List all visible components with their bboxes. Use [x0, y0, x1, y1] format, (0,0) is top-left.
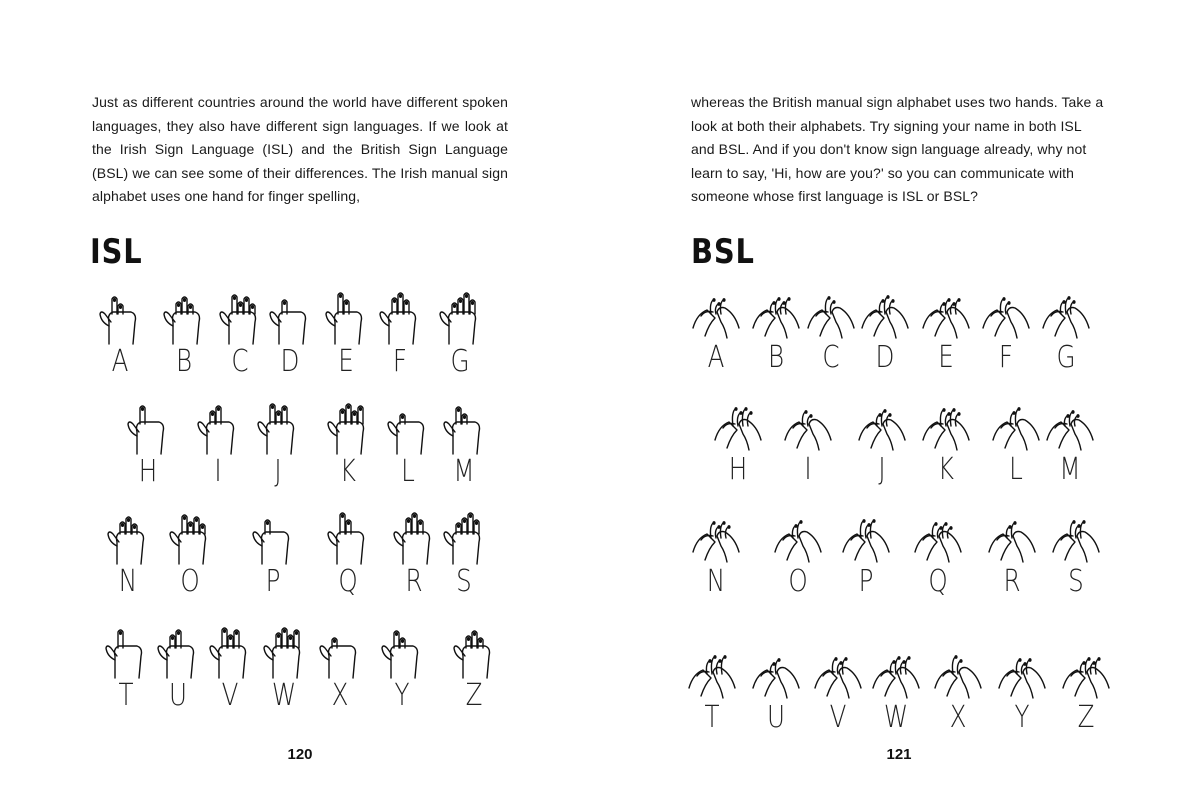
hand-sign-illustration	[248, 512, 298, 566]
hand-sign-illustration	[933, 648, 983, 702]
letter-label: A	[707, 340, 725, 375]
isl-sign-r	[386, 512, 442, 608]
isl-sign-q	[320, 512, 376, 608]
isl-sign-y	[374, 626, 430, 722]
page-number: 121	[886, 746, 912, 763]
hand-sign-illustration	[987, 512, 1037, 566]
bsl-sign-m	[1042, 400, 1098, 496]
bsl-sign-g	[1038, 288, 1094, 384]
letter-label: K	[937, 452, 955, 487]
letter-label: B	[767, 340, 785, 375]
bsl-sign-j	[854, 400, 910, 496]
hand-sign-illustration	[159, 292, 209, 346]
hand-sign-illustration	[253, 402, 303, 456]
hand-sign-illustration	[860, 288, 910, 342]
hand-sign-illustration	[377, 626, 427, 680]
letter-label: H	[138, 454, 158, 489]
bsl-sign-x	[930, 648, 986, 744]
letter-label: F	[998, 340, 1014, 375]
letter-label: J	[274, 454, 282, 489]
hand-sign-illustration	[153, 626, 203, 680]
letter-label: G	[450, 344, 470, 379]
hand-sign-illustration	[323, 402, 373, 456]
hand-sign-illustration	[95, 292, 145, 346]
bsl-sign-b	[748, 288, 804, 384]
hand-sign-illustration	[205, 626, 255, 680]
hand-sign-illustration	[1061, 648, 1111, 702]
letter-label: Q	[928, 564, 948, 599]
bsl-sign-p	[838, 512, 894, 608]
hand-sign-illustration	[389, 512, 439, 566]
letter-label: G	[1056, 340, 1076, 375]
hand-sign-illustration	[193, 402, 243, 456]
hand-sign-illustration	[921, 400, 971, 454]
continued-paragraph: whereas the British manual sign alphabet uses two hands. Take a look at both their alphabets. Try signing your name in both ISL and BSL. And if you don't know sign language already, why not learn to say, 'Hi, how are you?' so you can communicate with someone whose first language is ISL or BSL?	[691, 94, 1104, 205]
letter-label: Y	[1014, 700, 1030, 735]
letter-label: U	[766, 700, 786, 735]
page-number: 120	[287, 746, 313, 763]
hand-sign-illustration	[1045, 400, 1095, 454]
bsl-sign-l	[988, 400, 1044, 496]
letter-label: X	[331, 678, 349, 713]
hand-sign-illustration	[997, 648, 1047, 702]
isl-sign-u	[150, 626, 206, 722]
letter-label: O	[180, 564, 200, 599]
hand-sign-illustration	[691, 288, 741, 342]
hand-sign-illustration	[841, 512, 891, 566]
isl-sign-w	[256, 626, 312, 722]
hand-sign-illustration	[713, 400, 763, 454]
letter-label: P	[265, 564, 281, 599]
letter-label: M	[453, 454, 475, 489]
hand-sign-illustration	[981, 288, 1031, 342]
letter-label: X	[949, 700, 967, 735]
hand-sign-illustration	[435, 292, 485, 346]
letter-label: S	[1068, 564, 1084, 599]
hand-sign-illustration	[751, 648, 801, 702]
letter-label: C	[231, 344, 249, 379]
hand-sign-illustration	[921, 288, 971, 342]
hand-sign-illustration	[687, 648, 737, 702]
hand-sign-illustration	[991, 400, 1041, 454]
hand-sign-illustration	[259, 626, 309, 680]
letter-label: Z	[1077, 700, 1095, 735]
letter-label: E	[938, 340, 954, 375]
isl-sign-f	[372, 292, 428, 388]
letter-label: T	[704, 700, 720, 735]
bsl-sign-a	[688, 288, 744, 384]
hand-sign-illustration	[375, 292, 425, 346]
bsl-sign-e	[918, 288, 974, 384]
hand-sign-illustration	[449, 626, 499, 680]
hand-sign-illustration	[439, 512, 489, 566]
letter-label: R	[1003, 564, 1021, 599]
isl-sign-b	[156, 292, 212, 388]
letter-label: I	[804, 452, 812, 487]
bsl-sign-h	[710, 400, 766, 496]
isl-sign-x	[312, 626, 368, 722]
letter-label: R	[405, 564, 423, 599]
isl-sign-d	[262, 292, 318, 388]
hand-sign-illustration	[871, 648, 921, 702]
isl-sign-k	[320, 402, 376, 498]
hand-sign-illustration	[439, 402, 489, 456]
bsl-sign-z	[1058, 648, 1114, 744]
letter-label: N	[706, 564, 726, 599]
letter-label: A	[111, 344, 129, 379]
hand-sign-illustration	[773, 512, 823, 566]
hand-sign-illustration	[1041, 288, 1091, 342]
letter-label: C	[822, 340, 840, 375]
hand-sign-illustration	[215, 292, 265, 346]
bsl-sign-y	[994, 648, 1050, 744]
bsl-sign-k	[918, 400, 974, 496]
intro-paragraph: Just as different countries around the world have different spoken languages, they also have different sign languages. If we look at the Irish Sign Language (ISL) and the British Sign Language (BSL) we can see some of their differences. The Irish manual sign alphabet uses one hand for finger spelling,	[92, 94, 508, 205]
hand-sign-illustration	[806, 288, 856, 342]
letter-label: S	[456, 564, 472, 599]
bsl-sign-u	[748, 648, 804, 744]
bsl-sign-i	[780, 400, 836, 496]
isl-sign-h	[120, 402, 176, 498]
hand-sign-illustration	[913, 512, 963, 566]
letter-label: L	[401, 454, 415, 489]
letter-label: W	[271, 678, 297, 713]
hand-sign-illustration	[123, 402, 173, 456]
letter-label: V	[829, 700, 847, 735]
hand-sign-illustration	[783, 400, 833, 454]
right-page	[600, 0, 1199, 800]
isl-sign-p	[245, 512, 301, 608]
hand-sign-illustration	[691, 512, 741, 566]
hand-sign-illustration	[857, 400, 907, 454]
bsl-sign-c	[803, 288, 859, 384]
letter-label: W	[883, 700, 909, 735]
isl-sign-c	[212, 292, 268, 388]
isl-sign-m	[436, 402, 492, 498]
bsl-sign-s	[1048, 512, 1104, 608]
hand-sign-illustration	[751, 288, 801, 342]
letter-label: D	[280, 344, 300, 379]
isl-sign-j	[250, 402, 306, 498]
bsl-sign-r	[984, 512, 1040, 608]
left-page	[0, 0, 599, 800]
isl-sign-n	[100, 512, 156, 608]
letter-label: F	[392, 344, 408, 379]
bsl-sign-w	[868, 648, 924, 744]
hand-sign-illustration	[321, 292, 371, 346]
letter-label: U	[168, 678, 188, 713]
letter-label: Z	[465, 678, 483, 713]
isl-sign-v	[202, 626, 258, 722]
hand-sign-illustration	[103, 512, 153, 566]
hand-sign-illustration	[315, 626, 365, 680]
bsl-sign-v	[810, 648, 866, 744]
letter-label: J	[878, 452, 886, 487]
letter-label: Y	[394, 678, 410, 713]
hand-sign-illustration	[323, 512, 373, 566]
isl-heading: ISL	[90, 232, 143, 272]
letter-label: P	[858, 564, 874, 599]
hand-sign-illustration	[265, 292, 315, 346]
letter-label: I	[214, 454, 222, 489]
letter-label: B	[175, 344, 193, 379]
hand-sign-illustration	[165, 512, 215, 566]
bsl-sign-n	[688, 512, 744, 608]
isl-sign-t	[98, 626, 154, 722]
letter-label: H	[728, 452, 748, 487]
isl-sign-l	[380, 402, 436, 498]
letter-label: V	[221, 678, 239, 713]
letter-label: M	[1059, 452, 1081, 487]
letter-label: E	[338, 344, 354, 379]
isl-sign-a	[92, 292, 148, 388]
bsl-heading: BSL	[691, 232, 755, 272]
isl-sign-i	[190, 402, 246, 498]
bsl-sign-f	[978, 288, 1034, 384]
bsl-sign-t	[684, 648, 740, 744]
letter-label: N	[118, 564, 138, 599]
letter-label: T	[118, 678, 134, 713]
bsl-sign-d	[857, 288, 913, 384]
letter-label: O	[788, 564, 808, 599]
letter-label: L	[1009, 452, 1023, 487]
hand-sign-illustration	[101, 626, 151, 680]
hand-sign-illustration	[813, 648, 863, 702]
hand-sign-illustration	[1051, 512, 1101, 566]
letter-label: K	[339, 454, 357, 489]
letter-label: D	[875, 340, 895, 375]
bsl-sign-q	[910, 512, 966, 608]
isl-sign-o	[162, 512, 218, 608]
bsl-sign-o	[770, 512, 826, 608]
isl-sign-z	[446, 626, 502, 722]
isl-sign-g	[432, 292, 488, 388]
hand-sign-illustration	[383, 402, 433, 456]
isl-sign-e	[318, 292, 374, 388]
isl-sign-s	[436, 512, 492, 608]
letter-label: Q	[338, 564, 358, 599]
